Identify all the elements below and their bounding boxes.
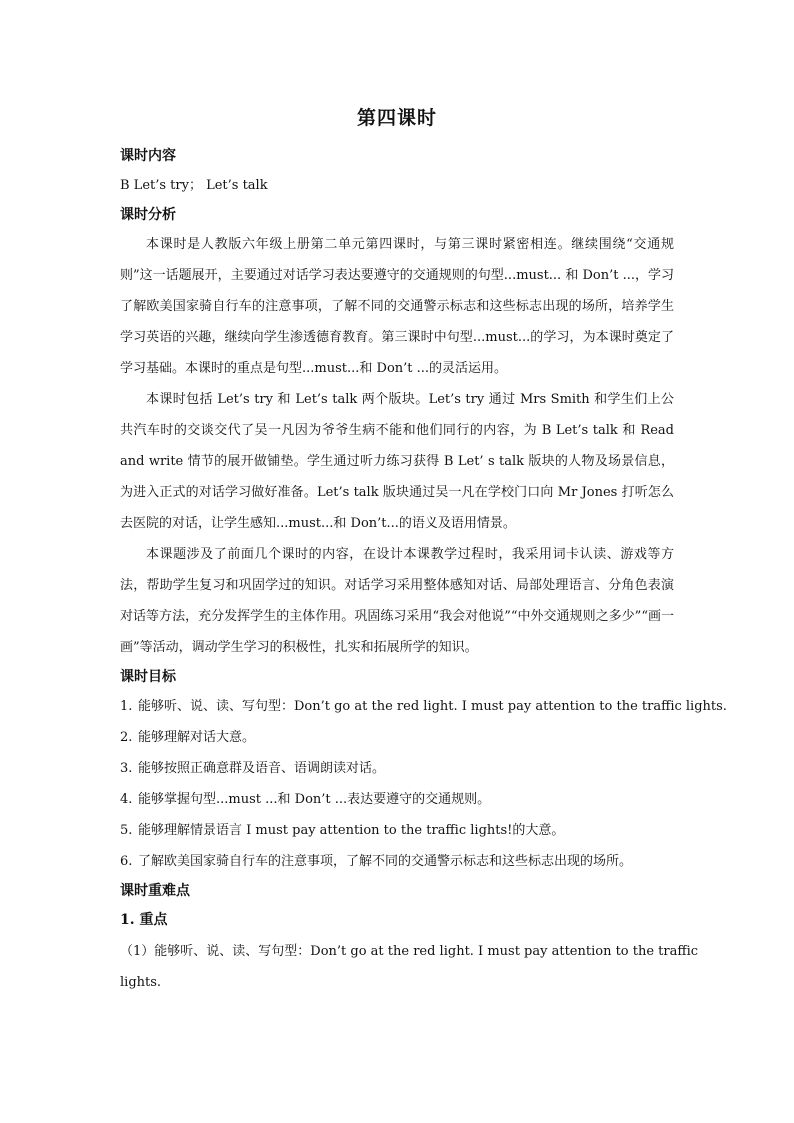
key-point-item-line: （1）能够听、说、读、写句型：Don’t go at the red light. I must pay attention to the traffic [120, 944, 699, 959]
section-objectives [120, 663, 727, 877]
objective-text: 能够理解情景语言 I must pay attention to the traffic lights!的大意。 [138, 823, 565, 838]
objective-number: 4. [120, 792, 133, 807]
content-text: B Let’s try； Let’s talk [120, 178, 268, 193]
analysis-paragraph: 本课题涉及了前面几个课时的内容，在设计本课教学过程时，我采用词卡认读、游戏等方法，帮助学生复习和巩固学过的知识。对话学习采用整体感知对话、局部处理语言、分角色表演对话等方法，充分发挥学生的主体作用。巩固练习采用“我会对他说”“中外交通规则之多少”“画一画”等活动，调动学生学习的积极性，扎实和拓展所学的知识。 [120, 547, 674, 655]
objective-number: 5. [120, 823, 133, 838]
objective-text: 能够听、说、读、写句型：Don’t go at the red light. I must pay attention to the traffic lights. [138, 699, 727, 714]
objective-text: 能够掌握句型...must ...和 Don’t ...表达要遵守的交通规则。 [138, 792, 491, 807]
section-heading-analysis: 课时分析 [120, 207, 176, 223]
section-heading-content: 课时内容 [120, 148, 176, 164]
key-points-sub-heading: 1. 重点 [120, 912, 168, 928]
analysis-paragraph: 本课时包括 Let’s try 和 Let’s talk 两个版块。Let’s try 通过 Mrs Smith 和学生们上公共汽车时的交谈交代了吴一凡因为爷爷生病不能和他们同行的内容，为 B Let’s talk 和 Read and write 情节的展开做铺垫。学生通过听力练习获得 B Let’ s talk 版块的人物及场景信息，为进入正式的对话学习做好准备。Let’s talk 版块通过吴一凡在学校门口向 Mr Jones 打听怎么去医院的对话，让学生感知...must...和 Don’t...的语义及语用情景。 [120, 392, 674, 531]
objective-item [120, 691, 727, 722]
objective-text: 了解欧美国家骑自行车的注意事项，了解不同的交通警示标志和这些标志出现的场所。 [138, 854, 633, 869]
objective-text: 能够按照正确意群及语音、语调朗读对话。 [138, 761, 386, 776]
objective-item [120, 784, 674, 815]
objective-number: 3. [120, 761, 133, 776]
section-key-points [120, 877, 699, 998]
analysis-paragraph: 本课时是人教版六年级上册第二单元第四课时，与第三课时紧密相连。继续围绕“交通规则”这一话题展开，主要通过对话学习表达要遵守的交通规则的句型...must... 和 Don’t ...，学习了解欧美国家骑自行车的注意事项，了解不同的交通警示标志和这些标志出现的场所，培养学生学习英语的兴趣，继续向学生渗透德育教育。第三课时中句型...must...的学习，为本课时奠定了学习基础。本课时的重点是句型...must...和 Don’t ...的灵活运用。 [120, 237, 674, 376]
objective-item [120, 815, 674, 846]
document-title: 第四课时 [356, 107, 437, 129]
objective-number: 6. [120, 854, 133, 869]
objective-item [120, 753, 674, 784]
section-heading-key-points: 课时重难点 [120, 883, 190, 899]
section-analysis [120, 201, 674, 663]
objective-text: 能够理解对话大意。 [138, 730, 256, 745]
document-page [120, 104, 727, 998]
section-content [120, 142, 674, 201]
section-heading-objectives: 课时目标 [120, 669, 176, 685]
objective-number: 2. [120, 730, 133, 745]
objective-number: 1. [120, 699, 133, 714]
key-point-item-line: lights. [120, 975, 162, 990]
objective-item [120, 722, 674, 753]
objective-item [120, 846, 674, 877]
